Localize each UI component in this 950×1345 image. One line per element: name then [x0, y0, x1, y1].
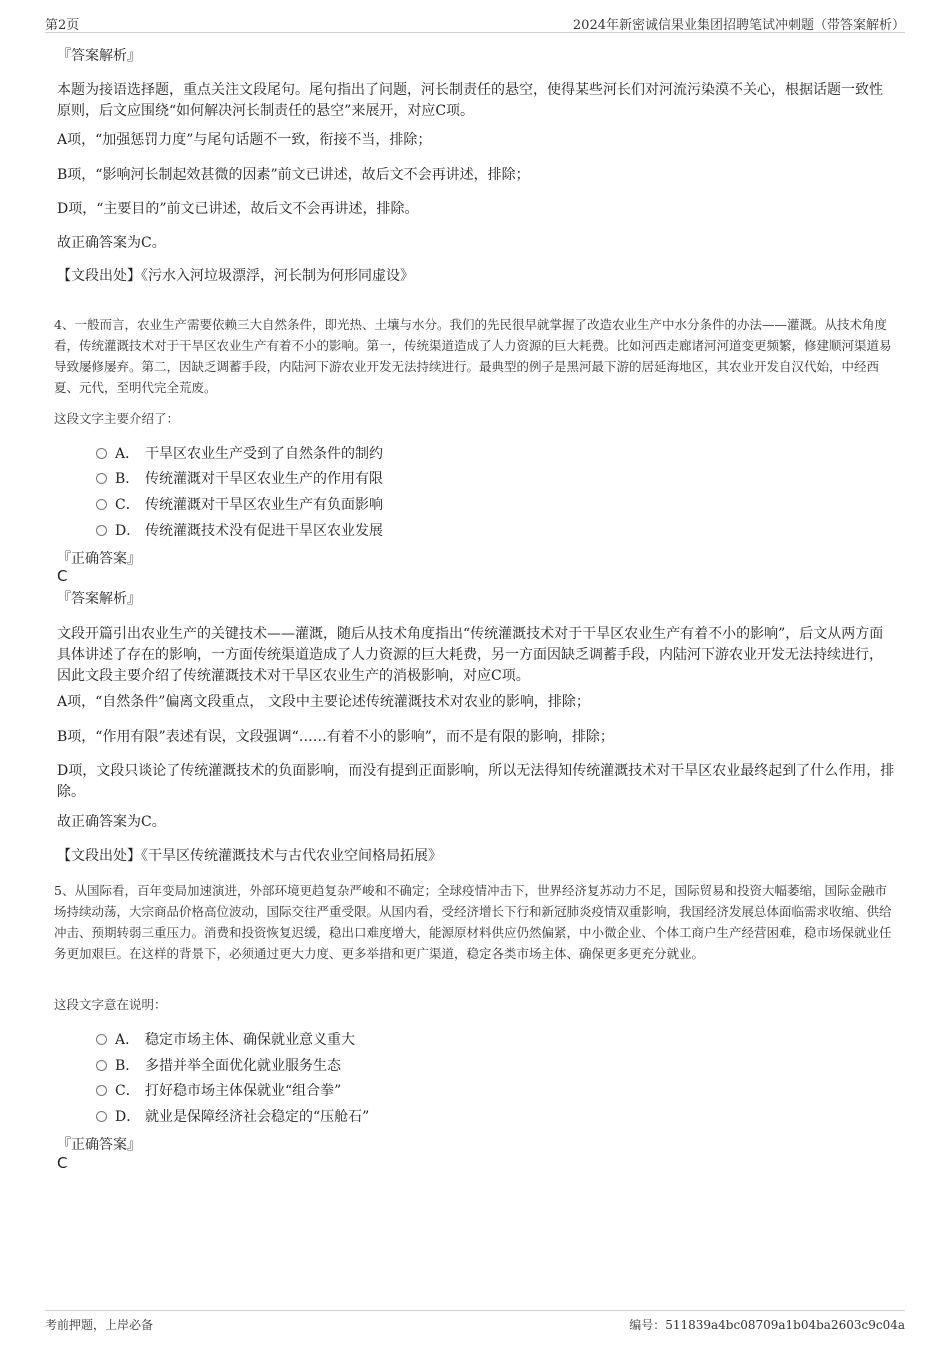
radio-icon[interactable]: [96, 1034, 107, 1045]
q5-option-c[interactable]: [96, 1081, 341, 1101]
option-letter: C．: [115, 1083, 140, 1099]
document-code: 编号：511839a4bc08709a1b04ba2603c9c04a: [629, 1318, 905, 1332]
option-text: 传统灌溉对干旱区农业生产有负面影响: [145, 497, 383, 513]
option-text: 打好稳市场主体保就业“组合拳”: [145, 1083, 342, 1099]
q4-option-b-note: B项，“作用有限”表述有误，文段强调“……有着不小的影响”，而不是有限的影响，排除；: [57, 729, 614, 745]
option-letter: A．: [115, 446, 140, 462]
q5-answer-label: 『正确答案』: [57, 1137, 141, 1153]
q3-source: 【文段出处】《污水入河垃圾漂浮，河长制为何形同虚设》: [57, 268, 414, 284]
q5-stem: 5、从国际看，百年变局加速演进，外部环境更趋复杂严峻和不确定；全球疫情冲击下，世界经济复苏动力不足，国际贸易和投资大幅萎缩，国际金融市场持续动荡，大宗商品价格高位波动，国际交往严重受限。从国内看，受经济增长下行和新冠肺炎疫情双重影响，我国经济发展总体面临需求收缩、供给冲击、预期转弱三重压力。消费和投资恢复迟缓，稳出口难度增大，能源原材料供应仍然偏紧，中小微企业、个体工商户生产经营困难，稳市场保就业任务更加艰巨。在这样的背景下，必须通过更大力度、更多举措和更广渠道，稳定各类市场主体、确保更多更充分就业。: [54, 883, 892, 961]
q4-analysis-text: 文段开篇引出农业生产的关键技术——灌溉，随后从技术角度指出“传统灌溉技术对于干旱区农业生产有着不小的影响”，后文从两方面具体讲述了存在的影响，一方面传统渠道造成了人力资源的巨大耗费，另一方面因缺乏调蓄手段，内陆河下游农业开发无法持续进行，因此文段主要介绍了传统灌溉技术对干旱区农业生产的消极影响，对应C项。: [57, 626, 884, 684]
q3-option-d-note: D项，“主要目的”前文已讲述，故后文不会再讲述，排除。: [57, 201, 419, 217]
option-text: 稳定市场主体、确保就业意义重大: [145, 1032, 355, 1048]
option-text: 干旱区农业生产受到了自然条件的制约: [145, 446, 383, 462]
document-title: 2024年新密诚信果业集团招聘笔试冲刺题（带答案解析）: [572, 18, 905, 33]
option-letter: A．: [115, 1032, 140, 1048]
radio-icon[interactable]: [96, 1060, 107, 1071]
option-letter: D．: [115, 1109, 141, 1125]
q5-option-a[interactable]: [96, 1030, 355, 1050]
q4-stem: 4、一般而言，农业生产需要依赖三大自然条件，即光热、土壤与水分。我们的先民很早就掌握了改造农业生产中水分条件的办法——灌溉。从技术角度看，传统灌溉技术对于干旱区农业生产有着不小的影响。第一，传统渠道造成了人力资源的巨大耗费。比如河西走廊诸河河道变更频繁，修建顺河渠道易导致屡修屡弃。第二，因缺乏调蓄手段，内陆河下游农业开发无法持续进行。最典型的例子是黑河最下游的居延海地区，其农业开发自汉代始，中经西夏、元代，至明代完全荒废。: [54, 317, 892, 395]
option-text: 多措并举全面优化就业服务生态: [145, 1058, 341, 1074]
footer-slogan: 考前押题，上岸必备: [45, 1318, 154, 1332]
q4-conclusion: 故正确答案为C。: [57, 814, 166, 830]
q4-option-c[interactable]: [96, 495, 383, 515]
option-text: 传统灌溉技术没有促进干旱区农业发展: [145, 523, 383, 539]
q5-question: 这段文字意在说明：: [54, 997, 167, 1012]
q4-source: 【文段出处】《干旱区传统灌溉技术与古代农业空间格局拓展》: [57, 848, 442, 864]
q4-answer-label: 『正确答案』: [57, 551, 141, 567]
q4-option-d[interactable]: [96, 521, 383, 541]
q3-option-b-note: B项，“影响河长制起效甚微的因素”前文已讲述，故后文不会再讲述，排除；: [57, 167, 530, 183]
option-letter: D．: [115, 523, 141, 539]
q4-answer: C: [57, 567, 68, 585]
option-text: 就业是保障经济社会稳定的“压舱石”: [145, 1109, 370, 1125]
radio-icon[interactable]: [96, 473, 107, 484]
q4-option-a-note: A项，“自然条件”偏离文段重点， 文段中主要论述传统灌溉技术对农业的影响，排除；: [57, 694, 590, 710]
radio-icon[interactable]: [96, 525, 107, 536]
q3-analysis-label: 『答案解析』: [57, 48, 141, 64]
radio-icon[interactable]: [96, 499, 107, 510]
q4-question: 这段文字主要介绍了：: [54, 411, 180, 426]
page-number: 第2页: [45, 18, 80, 33]
q3-conclusion: 故正确答案为C。: [57, 235, 166, 251]
radio-icon[interactable]: [96, 1085, 107, 1096]
page-footer: [45, 1310, 905, 1333]
q4-option-b[interactable]: [96, 469, 383, 489]
q4-option-d-note: D项，文段只谈论了传统灌溉技术的负面影响，而没有提到正面影响，所以无法得知传统灌溉技术对干旱区农业最终起到了什么作用，排除。: [57, 763, 895, 800]
radio-icon[interactable]: [96, 1111, 107, 1122]
q3-analysis-text: 本题为接语选择题，重点关注文段尾句。尾句指出了问题，河长制责任的悬空，使得某些河长们对河流污染漠不关心，根据话题一致性原则，后文应围绕“如何解决河长制责任的悬空”来展开，对应C项。: [57, 82, 883, 119]
radio-icon[interactable]: [96, 448, 107, 459]
q5-option-d[interactable]: [96, 1107, 369, 1127]
option-letter: B．: [115, 471, 140, 487]
page-header: [45, 12, 905, 33]
q3-option-a-note: A项，“加强惩罚力度”与尾句话题不一致，衔接不当，排除；: [57, 132, 432, 148]
q4-analysis-label: 『答案解析』: [57, 591, 141, 607]
q4-option-a[interactable]: [96, 444, 383, 464]
option-letter: B．: [115, 1058, 140, 1074]
option-letter: C．: [115, 497, 140, 513]
q5-option-b[interactable]: [96, 1056, 341, 1076]
q5-answer: C: [57, 1154, 68, 1172]
option-text: 传统灌溉对干旱区农业生产的作用有限: [145, 471, 383, 487]
